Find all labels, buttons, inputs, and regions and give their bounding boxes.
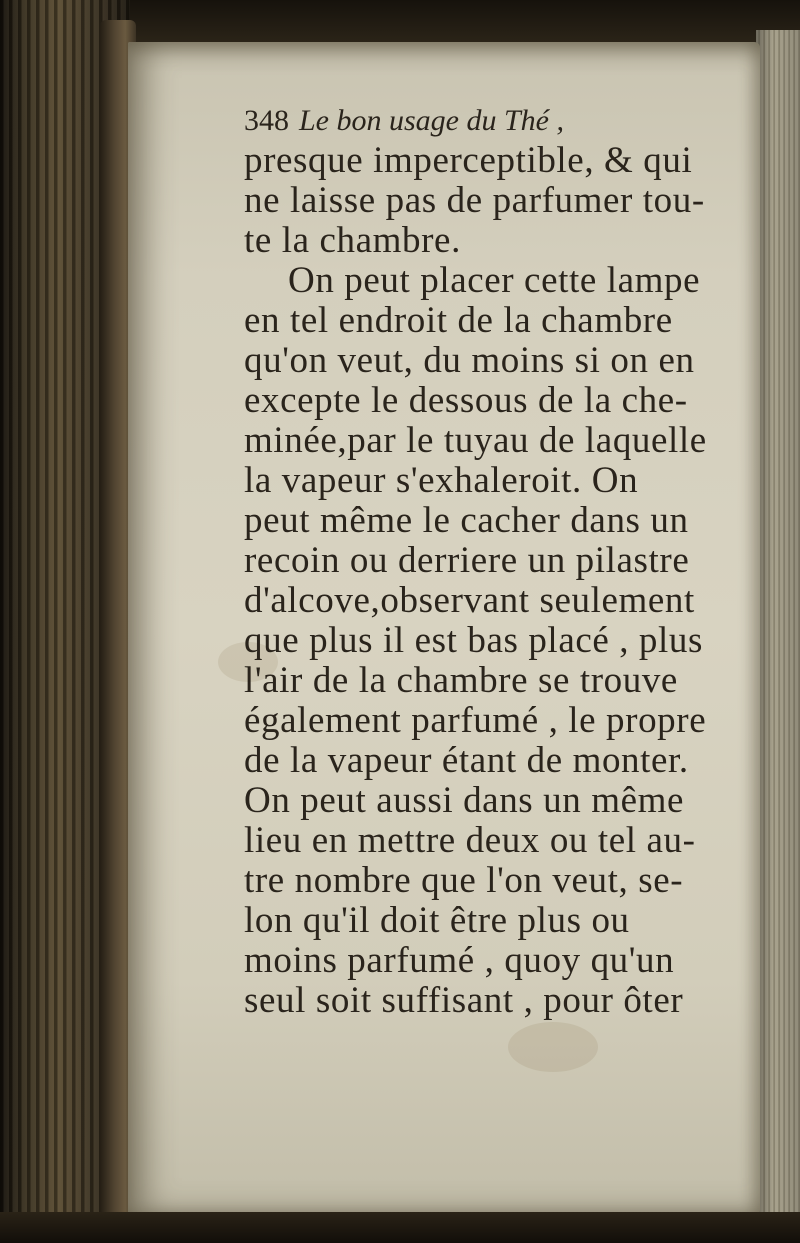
paper-stain (508, 1022, 598, 1072)
text-line: lieu en mettre deux ou tel au- (244, 820, 696, 861)
page-number: 348 (244, 104, 289, 137)
text-line: que plus il est bas placé , plus (244, 620, 704, 661)
running-title: Le bon usage du Thé , (299, 104, 564, 137)
text-line: minée,par le tuyau de laquelle (244, 420, 707, 461)
page-stack-shade (756, 30, 800, 1243)
text-line: la vapeur s'exhaleroit. On (244, 460, 639, 501)
text-line: excepte le dessous de la che- (244, 380, 688, 421)
page-text (244, 101, 724, 1021)
body-text (244, 141, 724, 1021)
page-header (244, 101, 724, 141)
text-line: en tel endroit de la chambre (244, 300, 673, 341)
text-line: lon qu'il doit être plus ou (244, 900, 630, 941)
text-line: de la vapeur étant de monter. (244, 740, 689, 781)
text-line: ne laisse pas de parfumer tou- (244, 180, 705, 221)
text-line: tre nombre que l'on veut, se- (244, 860, 684, 901)
text-line: recoin ou derriere un pilastre (244, 540, 690, 581)
text-line: l'air de la chambre se trouve (244, 660, 678, 701)
text-line: te la chambre. (244, 220, 461, 261)
text-line: moins parfumé , quoy qu'un (244, 940, 675, 981)
text-line: qu'on veut, du moins si on en (244, 340, 695, 381)
text-line: également parfumé , le propre (244, 700, 707, 741)
bottom-shadow (0, 1212, 800, 1243)
text-line: presque imperceptible, & qui (244, 140, 693, 181)
text-line: d'alcove,observant seulement (244, 580, 695, 621)
text-line: On peut aussi dans un même (244, 780, 684, 821)
text-line: seul soit suffisant , pour ôter (244, 980, 684, 1021)
text-line: peut même le cacher dans un (244, 500, 689, 541)
text-line: On peut placer cette lampe (288, 260, 701, 301)
